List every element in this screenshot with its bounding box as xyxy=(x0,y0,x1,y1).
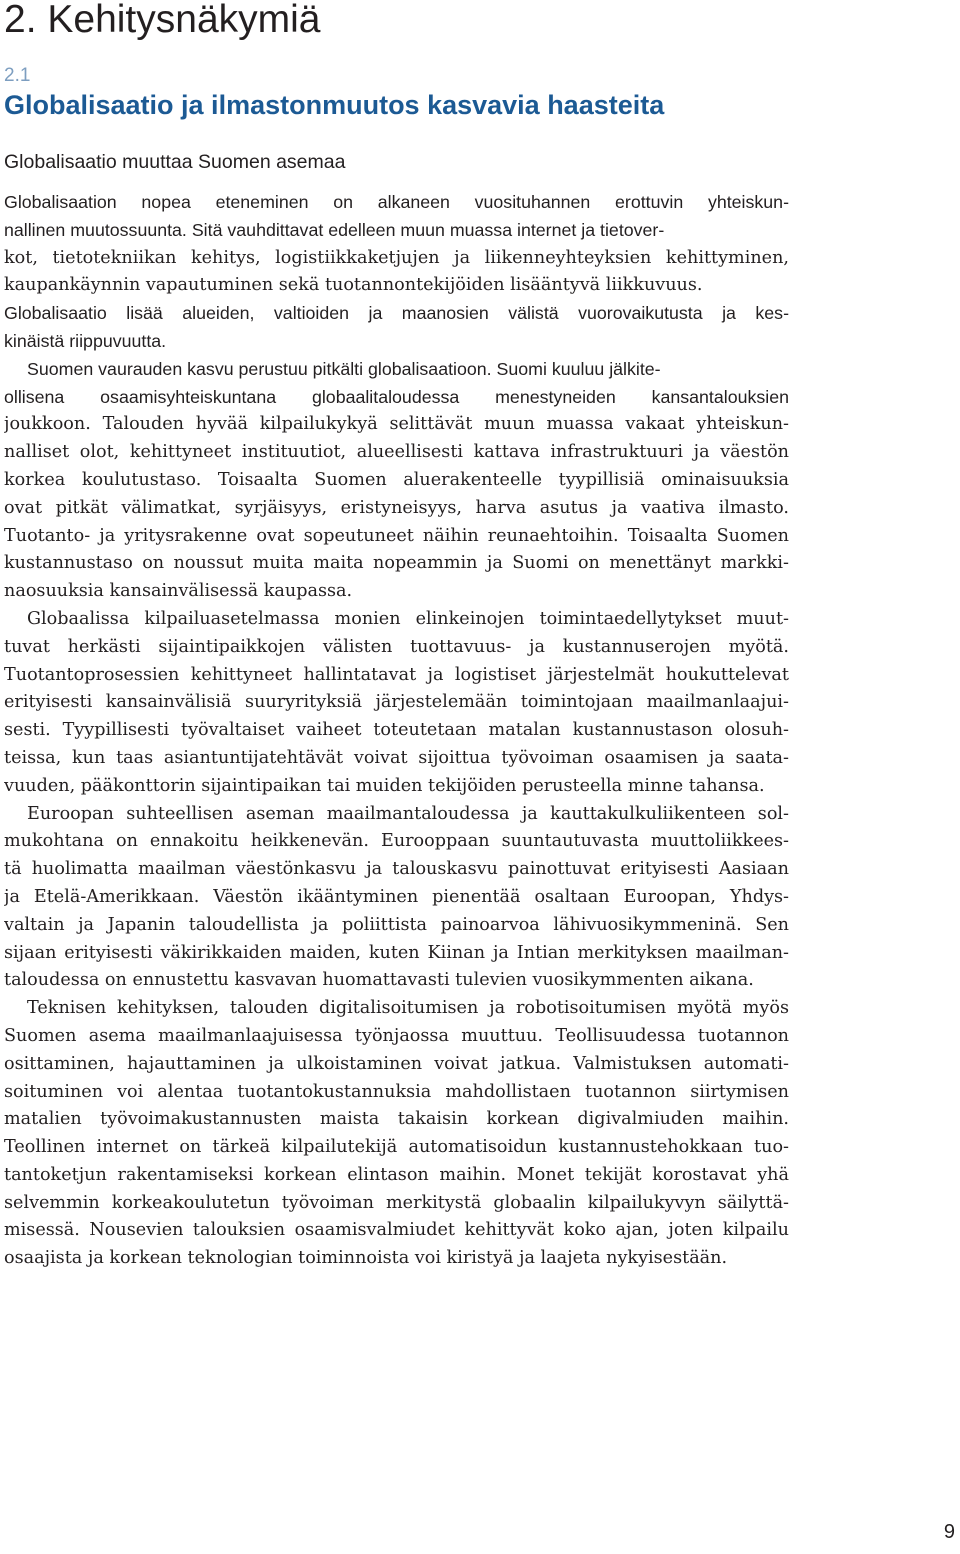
text-line: korkea koulutustaso. Toisaalta Suomen aluerakenteelle tyypillisiä ominaisuuksia xyxy=(4,469,789,490)
text-line: sesti. Tyypillisesti työvaltaiset vaiheet toteutetaan matalan kustannustason olosuh- xyxy=(4,720,789,741)
text-line: valtain ja Japanin taloudellista ja poliittista painoarvoa lähivuosikymmeninä. Sen xyxy=(4,914,789,935)
text-line: ollisena osaamisyhteiskuntana globaalitaloudessa menestyneiden kansantalouksien xyxy=(4,386,789,407)
section-title: Globalisaatio ja ilmastonmuutos kasvavia haasteita xyxy=(4,90,665,120)
text-line: Suomen asema maailmanlaajuisessa työnjaossa muuttuu. Teollisuudessa tuotannon xyxy=(4,1025,789,1046)
text-line: ja Etelä-Amerikkaan. Väestön ikääntyminen pienentää osaltaan Euroopan, Yhdys- xyxy=(4,886,789,907)
text-line: misessä. Nousevien talouksien osaamisvalmiudet kehittyvät koko ajan, joten kilpailu xyxy=(4,1220,789,1241)
text-line: kot, tietotekniikan kehitys, logistiikkaketjujen ja liikenneyhteyksien kehittyminen, xyxy=(4,247,789,268)
text-line: nalliset olot, kehittyneet instituutiot, alueellisesti kattava infrastruktuuri ja väestön xyxy=(4,442,789,463)
text-line: Euroopan suhteellisen aseman maailmantaloudessa ja kauttakulkuliikenteen sol- xyxy=(27,803,789,824)
subheading: Globalisaatio muuttaa Suomen asemaa xyxy=(4,151,346,173)
text-line: taloudessa on ennustettu kasvavan huomattavasti tulevien vuosikymmenten aikana. xyxy=(4,970,754,991)
text-line: matalien työvoimakustannusten maista takaisin korkean digivalmiuden maihin. xyxy=(4,1109,789,1130)
text-line: joukkoon. Talouden hyvää kilpailukykyä selittävät muun muassa vakaat yhteiskun- xyxy=(4,414,789,435)
page-number: 9 xyxy=(943,1521,955,1543)
section-number: 2.1 xyxy=(4,65,31,86)
text-line: teissa, kun taas asiantuntijatehtävät voivat sijoittua työvoiman osaamisen ja saata- xyxy=(4,747,789,768)
text-line: naosuuksia kansainvälisessä kaupassa. xyxy=(4,581,353,602)
body-text xyxy=(4,189,789,1273)
text-line: vuuden, pääkonttorin sijaintipaikan tai muiden tekijöiden perusteella minne tahansa. xyxy=(4,775,765,796)
text-line: tä huolimatta maailman väestönkasvu ja talouskasvu painottuvat erityisesti Aasiaan xyxy=(4,859,789,880)
text-line: kinäistä riippuvuutta. xyxy=(4,330,167,351)
chapter-title: 2. Kehitysnäkymiä xyxy=(4,0,321,41)
text-line: sijaan erityisesti väkirikkaiden maiden, kuten Kiinan ja Intian merkityksen maailman- xyxy=(4,942,789,963)
text-line: kustannustaso on noussut muita maita nopeammin ja Suomi on menettänyt markki- xyxy=(4,553,789,574)
text-line: tuvat herkästi sijaintipaikkojen välisten tuottavuus- ja kustannuserojen myötä. xyxy=(4,636,789,657)
text-line: Globaalissa kilpailuasetelmassa monien elinkeinojen toimintaedellytykset muut- xyxy=(27,608,789,629)
text-line: Tuotanto- ja yritysrakenne ovat sopeutuneet näihin reunaehtoihin. Toisaalta Suomen xyxy=(4,525,789,546)
text-line: Globalisaation nopea eteneminen on alkaneen vuosituhannen erottuvin yhteiskun- xyxy=(4,192,789,212)
text-line: Globalisaatio lisää alueiden, valtioiden ja maanosien välistä vuorovaikutusta ja kes- xyxy=(4,303,789,324)
text-line: soituminen voi alentaa tuotantokustannuksia mahdollistaen tuotannon siirtymisen xyxy=(4,1081,789,1102)
text-line: selvemmin korkeakoulutetun työvoiman merkitystä globaalin kilpailukyvyn säilyttä- xyxy=(4,1192,789,1213)
text-line: kaupankäynnin vapautuminen sekä tuotannontekijöiden lisääntyvä liikkuvuus. xyxy=(4,275,703,296)
text-line: ovat pitkät välimatkat, syrjäisyys, eristyneisyys, harva asutus ja vaativa ilmasto. xyxy=(4,497,789,518)
text-line: mukohtana on ennakoitu heikkenevän. Eurooppaan suuntautuvasta muuttoliikkees- xyxy=(4,831,789,852)
text-line: tantoketjun rakentamiseksi korkean elintason maihin. Monet tekijät korostavat yhä xyxy=(4,1164,789,1185)
text-line: nallinen muutossuunta. Sitä vauhdittavat edelleen muun muassa internet ja tietover- xyxy=(4,219,665,240)
text-line: osittaminen, hajauttaminen ja ulkoistaminen voivat jatkua. Valmistuksen automati- xyxy=(4,1053,789,1074)
text-line: Tuotantoprosessien kehittyneet hallintatavat ja logistiset järjestelmät houkuttelevat xyxy=(4,664,789,685)
text-line: osaajista ja korkean teknologian toiminnoista voi kiristyä ja laajeta nykyisestään. xyxy=(4,1248,728,1269)
text-line: Teknisen kehityksen, talouden digitalisoitumisen ja robotisoitumisen myötä myös xyxy=(27,998,789,1019)
text-line: Teollinen internet on tärkeä kilpailutekijä automatisoidun kustannustehokkaan tuo- xyxy=(4,1137,789,1158)
text-line: Suomen vaurauden kasvu perustuu pitkälti globalisaatioon. Suomi kuuluu jälkite- xyxy=(27,358,661,379)
text-line: erityisesti kansainvälisiä suuryrityksiä järjestelemään toimintojaan maailmanlaajui- xyxy=(4,692,789,713)
